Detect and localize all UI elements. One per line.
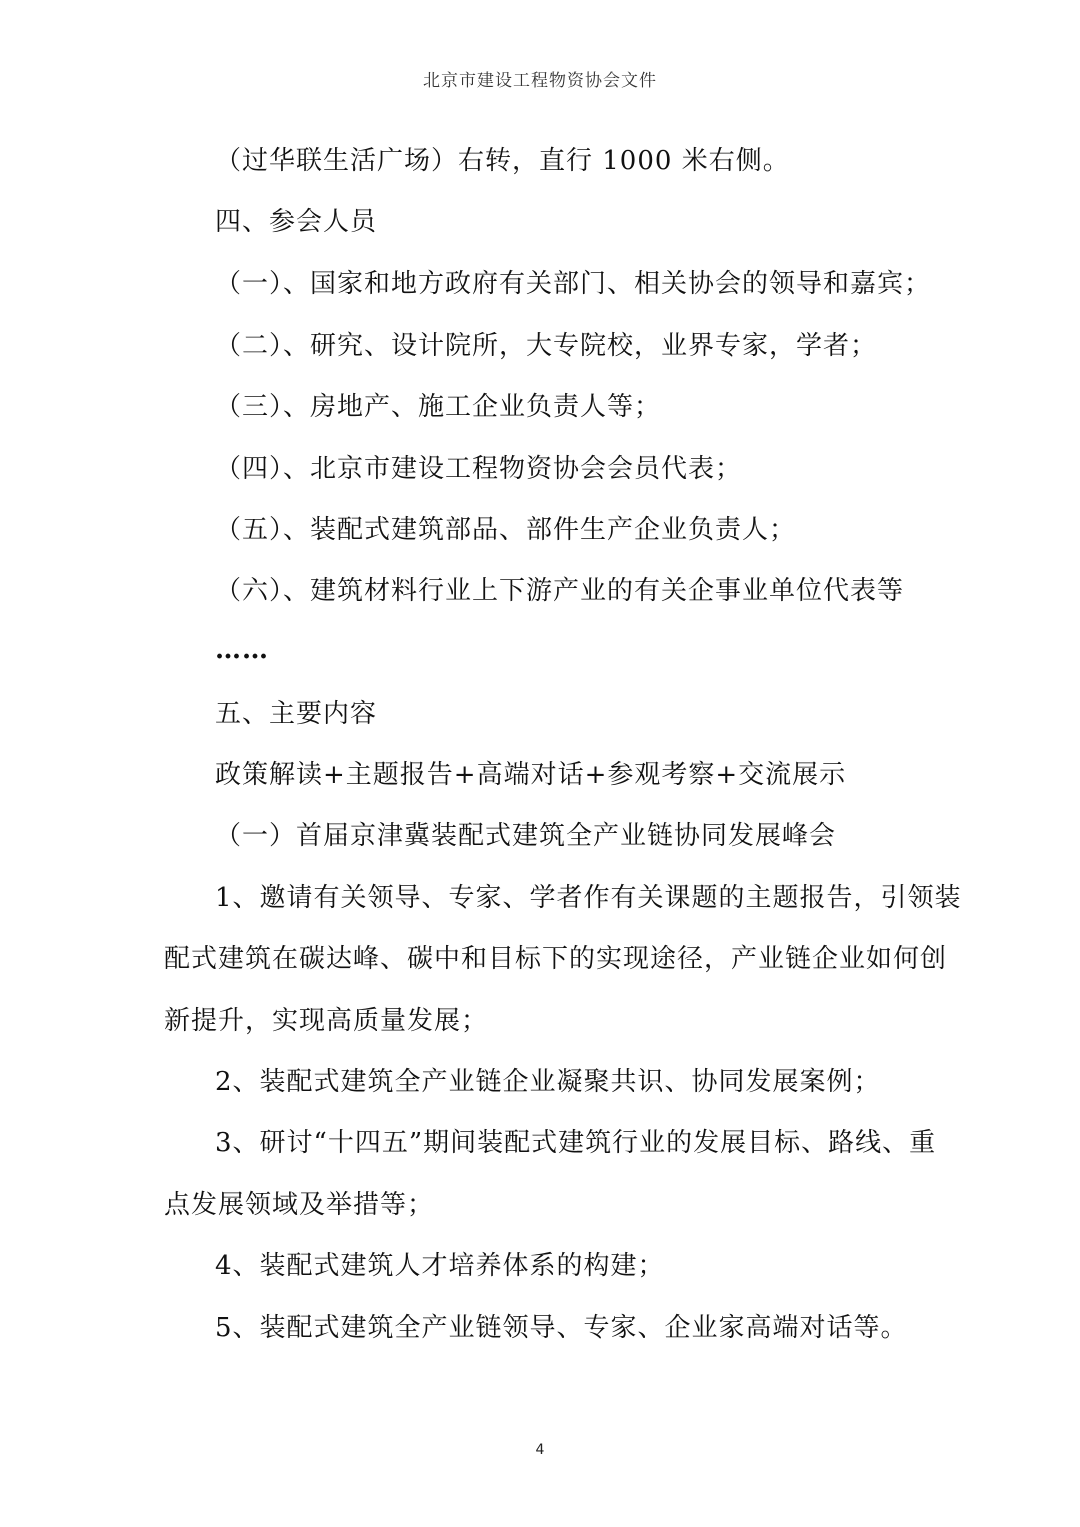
content-item-1-line-1: 1、邀请有关领导、专家、学者作有关课题的主题报告，引领装 (215, 883, 962, 913)
content-item-5: 5、装配式建筑全产业链领导、专家、企业家高端对话等。 (215, 1313, 908, 1343)
content-item-3-line-1: 3、研讨“十四五”期间装配式建筑行业的发展目标、路线、重 (215, 1128, 937, 1158)
page-number: 4 (535, 1442, 545, 1458)
subsection-heading-summit: （一）首届京津冀装配式建筑全产业链协同发展峰会 (215, 821, 837, 851)
ellipsis: …… (215, 635, 269, 665)
attendee-item: （六）、建筑材料行业上下游产业的有关企事业单位代表等 (215, 576, 905, 606)
attendee-item: （二）、研究、设计院所，大专院校，业界专家，学者； (215, 331, 878, 361)
attendee-item: （一）、国家和地方政府有关部门、相关协会的领导和嘉宾； (215, 269, 932, 299)
content-item-2: 2、装配式建筑全产业链企业凝聚共识、协同发展案例； (215, 1067, 881, 1097)
attendee-item: （三）、房地产、施工企业负责人等； (215, 392, 662, 422)
content-summary: 政策解读+主题报告+高端对话+参观考察+交流展示 (215, 760, 847, 790)
section-heading-content: 五、主要内容 (215, 699, 378, 729)
content-item-1-line-2: 配式建筑在碳达峰、碳中和目标下的实现途径，产业链企业如何创 (164, 944, 948, 974)
content-item-3-line-2: 点发展领域及举措等； (164, 1190, 435, 1220)
attendee-item: （四）、北京市建设工程物资协会会员代表； (215, 454, 743, 484)
content-item-1-line-3: 新提升，实现高质量发展； (164, 1006, 489, 1036)
attendee-item: （五）、装配式建筑部品、部件生产企业负责人； (215, 515, 797, 545)
section-heading-attendees: 四、参会人员 (215, 207, 378, 237)
document-header: 北京市建设工程物资协会文件 (423, 71, 657, 91)
content-item-4: 4、装配式建筑人才培养体系的构建； (215, 1251, 665, 1281)
route-continuation: （过华联生活广场）右转，直行 1000 米右侧。 (215, 146, 790, 176)
